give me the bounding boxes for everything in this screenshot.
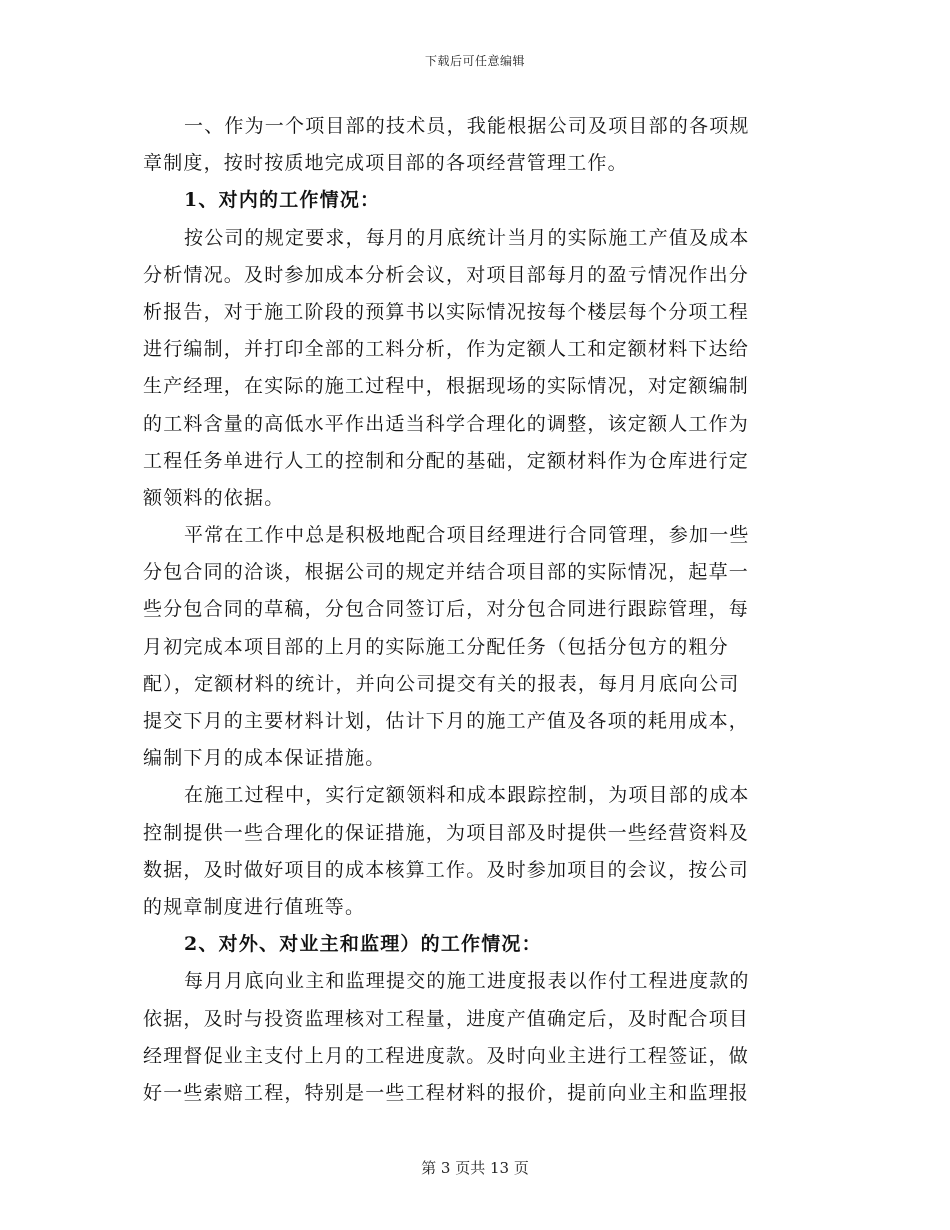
paragraph-line: 配），定额材料的统计，并向公司提交有关的报表，每月月底向公司 (143, 672, 740, 695)
paragraph-line: 章制度，按时按质地完成项目部的各项经营管理工作。 (143, 152, 628, 175)
section-heading: 1、对内的工作情况： (184, 189, 381, 212)
paragraph-line: 控制提供一些合理化的保证措施，为项目部及时提供一些经营资料及 (143, 821, 750, 844)
paragraph-line: 好一些索赔工程，特别是一些工程材料的报价，提前向业主和监理报 (143, 1081, 750, 1104)
document-body (143, 108, 803, 1112)
paragraph-line: 些分包合同的草稿，分包合同签订后，对分包合同进行跟踪管理，每 (143, 598, 750, 621)
paragraph-line: 生产经理，在实际的施工过程中，根据现场的实际情况，对定额编制 (143, 375, 750, 398)
paragraph-line: 月初完成本项目部的上月的实际施工分配任务（包括分包方的粗分 (143, 635, 729, 658)
header-note: 下载后可任意编辑 (424, 54, 525, 68)
section-heading: 2、对外、对业主和监理）的工作情况： (184, 933, 542, 956)
paragraph-line: 数据，及时做好项目的成本核算工作。及时参加项目的会议，按公司 (143, 858, 750, 881)
paragraph-line: 编制下月的成本保证措施。 (143, 747, 386, 770)
paragraph-line: 的工料含量的高低水平作出适当科学合理化的调整，该定额人工作为 (143, 412, 750, 435)
paragraph-line: 每月月底向业主和监理提交的施工进度报表以作付工程进度款的 (184, 970, 750, 993)
paragraph-line: 一、作为一个项目部的技术员，我能根据公司及项目部的各项规 (184, 115, 750, 137)
paragraph-line: 提交下月的主要材料计划，估计下月的施工产值及各项的耗用成本， (143, 710, 750, 732)
paragraph-line: 按公司的规定要求，每月的月底统计当月的实际施工产值及成本 (184, 226, 750, 249)
paragraph-line: 分包合同的洽谈，根据公司的规定并结合项目部的实际情况，起草一 (143, 561, 750, 584)
paragraph-line: 析报告，对于施工阶段的预算书以实际情况按每个楼层每个分项工程 (143, 300, 750, 323)
paragraph-line: 额领料的依据。 (143, 486, 285, 509)
page-number: 第 3 页共 13 页 (421, 1159, 529, 1177)
paragraph-line: 在施工过程中，实行定额领料和成本跟踪控制，为项目部的成本 (184, 784, 750, 807)
page-footer (0, 1157, 950, 1178)
paragraph-line: 的规章制度进行值班等。 (143, 895, 366, 918)
paragraph-line: 分析情况。及时参加成本分析会议，对项目部每月的盈亏情况作出分 (143, 263, 750, 286)
paragraph-line: 经理督促业主支付上月的工程进度款。及时向业主进行工程签证，做 (143, 1044, 750, 1067)
page-header (0, 52, 950, 69)
paragraph-line: 工程任务单进行人工的控制和分配的基础，定额材料作为仓库进行定 (143, 449, 750, 472)
paragraph-line: 平常在工作中总是积极地配合项目经理进行合同管理，参加一些 (184, 524, 750, 547)
paragraph-line: 依据，及时与投资监理核对工程量，进度产值确定后，及时配合项目 (143, 1007, 750, 1030)
paragraph-line: 进行编制，并打印全部的工料分析，作为定额人工和定额材料下达给 (143, 338, 750, 361)
